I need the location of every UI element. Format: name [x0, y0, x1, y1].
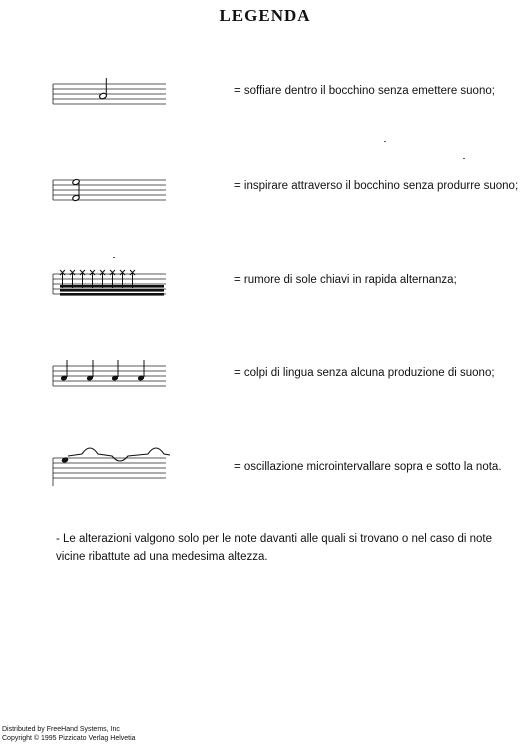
- x-notehead-tremolo-icon: [50, 266, 170, 300]
- legend-text-1: = soffiare dentro il bocchino senza emettere suono;: [234, 85, 495, 97]
- staccato-notes-icon: [50, 358, 170, 390]
- legend-text-2: = inspirare attraverso il bocchino senza produrre suono;: [234, 180, 519, 192]
- half-note-on-staff-icon: [50, 78, 170, 108]
- note-paragraph: - Le alterazioni valgono solo per le note davanti alle quali si trovano o nel caso di note vicine ribattute ad una medesima altezza.: [56, 533, 493, 563]
- double-half-note-on-staff-icon: [50, 174, 170, 204]
- legend-text-5: = oscillazione microintervallare sopra e sotto la nota.: [234, 461, 502, 473]
- wavy-line-note-icon: [50, 440, 176, 490]
- page-title: LEGENDA: [219, 6, 311, 25]
- footer-copyright: Copyright © 1995 Pizzicato Verlag Helvetia: [2, 735, 136, 742]
- legend-text-4: = colpi di lingua senza alcuna produzione di suono;: [234, 367, 495, 379]
- footer-distributor: Distributed by FreeHand Systems, Inc: [2, 726, 120, 733]
- legend-text-3: = rumore di sole chiavi in rapida alternanza;: [234, 274, 457, 286]
